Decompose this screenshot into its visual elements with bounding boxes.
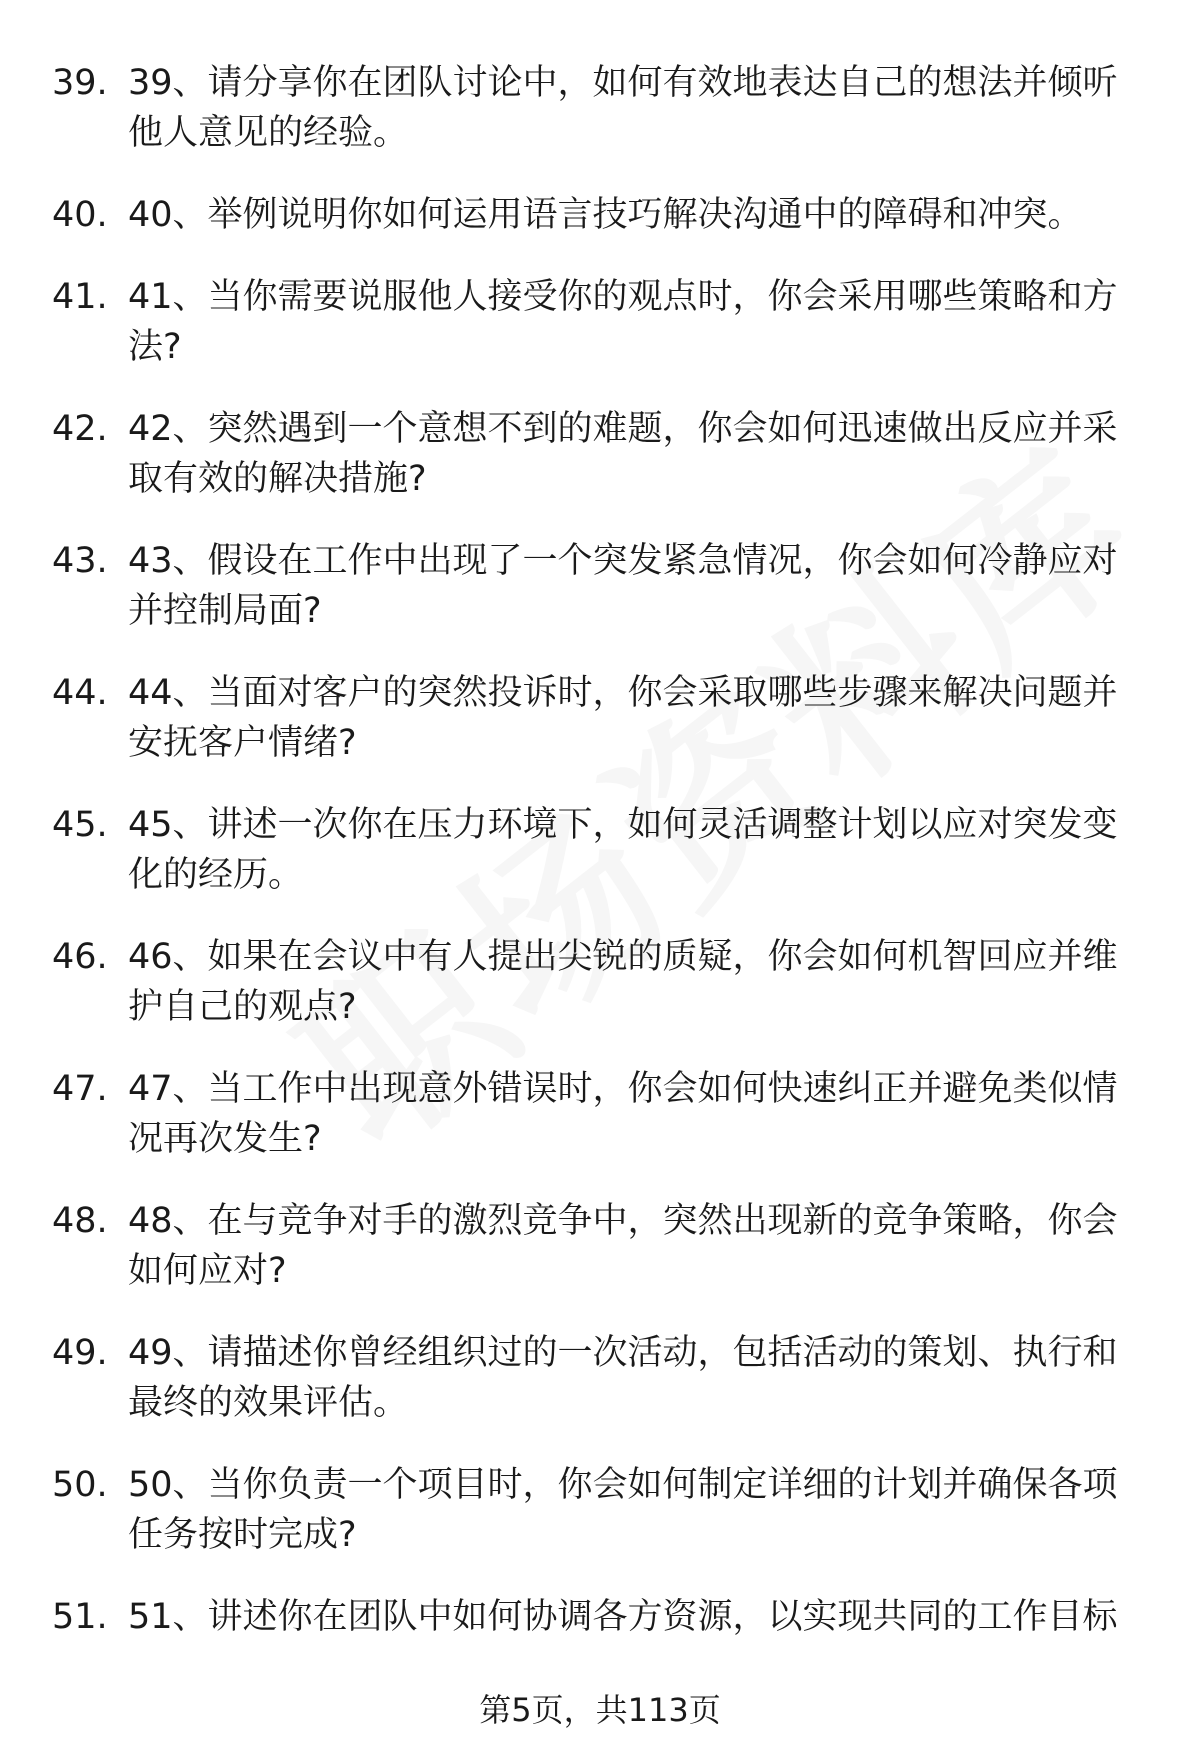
item-number: 48. bbox=[52, 1201, 108, 1241]
item-number: 40. bbox=[52, 195, 108, 235]
item-number: 50. bbox=[52, 1465, 108, 1505]
item-text: 48、在与竞争对手的激烈竞争中，突然出现新的竞争策略，你会如何应对? bbox=[128, 1201, 1118, 1291]
list-item bbox=[52, 668, 1152, 768]
list-item bbox=[52, 1064, 1152, 1164]
item-number: 46. bbox=[52, 937, 108, 977]
item-text: 47、当工作中出现意外错误时，你会如何快速纠正并避免类似情况再次发生? bbox=[128, 1069, 1118, 1159]
list-item bbox=[52, 800, 1152, 900]
item-number: 43. bbox=[52, 541, 108, 581]
item-number: 44. bbox=[52, 673, 108, 713]
list-item bbox=[52, 404, 1152, 504]
item-number: 49. bbox=[52, 1333, 108, 1373]
item-text: 44、当面对客户的突然投诉时，你会采取哪些步骤来解决问题并安抚客户情绪? bbox=[128, 673, 1118, 763]
item-text: 42、突然遇到一个意想不到的难题，你会如何迅速做出反应并采取有效的解决措施? bbox=[128, 409, 1118, 499]
item-number: 47. bbox=[52, 1069, 108, 1109]
item-number: 51. bbox=[52, 1597, 108, 1637]
item-text: 49、请描述你曾经组织过的一次活动，包括活动的策划、执行和最终的效果评估。 bbox=[128, 1333, 1118, 1423]
list-item bbox=[52, 1196, 1152, 1296]
list-item bbox=[52, 1460, 1152, 1560]
item-number: 45. bbox=[52, 805, 108, 845]
list-item bbox=[52, 536, 1152, 636]
list-item bbox=[52, 1592, 1152, 1642]
list-item bbox=[52, 932, 1152, 1032]
question-list bbox=[52, 58, 1152, 1674]
item-text: 50、当你负责一个项目时，你会如何制定详细的计划并确保各项任务按时完成? bbox=[128, 1465, 1118, 1555]
item-number: 41. bbox=[52, 277, 108, 317]
item-text: 46、如果在会议中有人提出尖锐的质疑，你会如何机智回应并维护自己的观点? bbox=[128, 937, 1118, 1027]
item-text: 51、讲述你在团队中如何协调各方资源，以实现共同的工作目标 bbox=[128, 1597, 1118, 1637]
list-item bbox=[52, 190, 1152, 240]
item-text: 40、举例说明你如何运用语言技巧解决沟通中的障碍和冲突。 bbox=[128, 195, 1083, 235]
item-text: 43、假设在工作中出现了一个突发紧急情况，你会如何冷静应对并控制局面? bbox=[128, 541, 1118, 631]
list-item bbox=[52, 58, 1152, 158]
item-text: 45、讲述一次你在压力环境下，如何灵活调整计划以应对突发变化的经历。 bbox=[128, 805, 1118, 895]
item-text: 39、请分享你在团队讨论中，如何有效地表达自己的想法并倾听他人意见的经验。 bbox=[128, 63, 1118, 153]
list-item bbox=[52, 272, 1152, 372]
item-text: 41、当你需要说服他人接受你的观点时，你会采用哪些策略和方法? bbox=[128, 277, 1118, 367]
item-number: 42. bbox=[52, 409, 108, 449]
list-item bbox=[52, 1328, 1152, 1428]
page-footer: 第5页，共113页 bbox=[479, 1691, 721, 1729]
item-number: 39. bbox=[52, 63, 108, 103]
